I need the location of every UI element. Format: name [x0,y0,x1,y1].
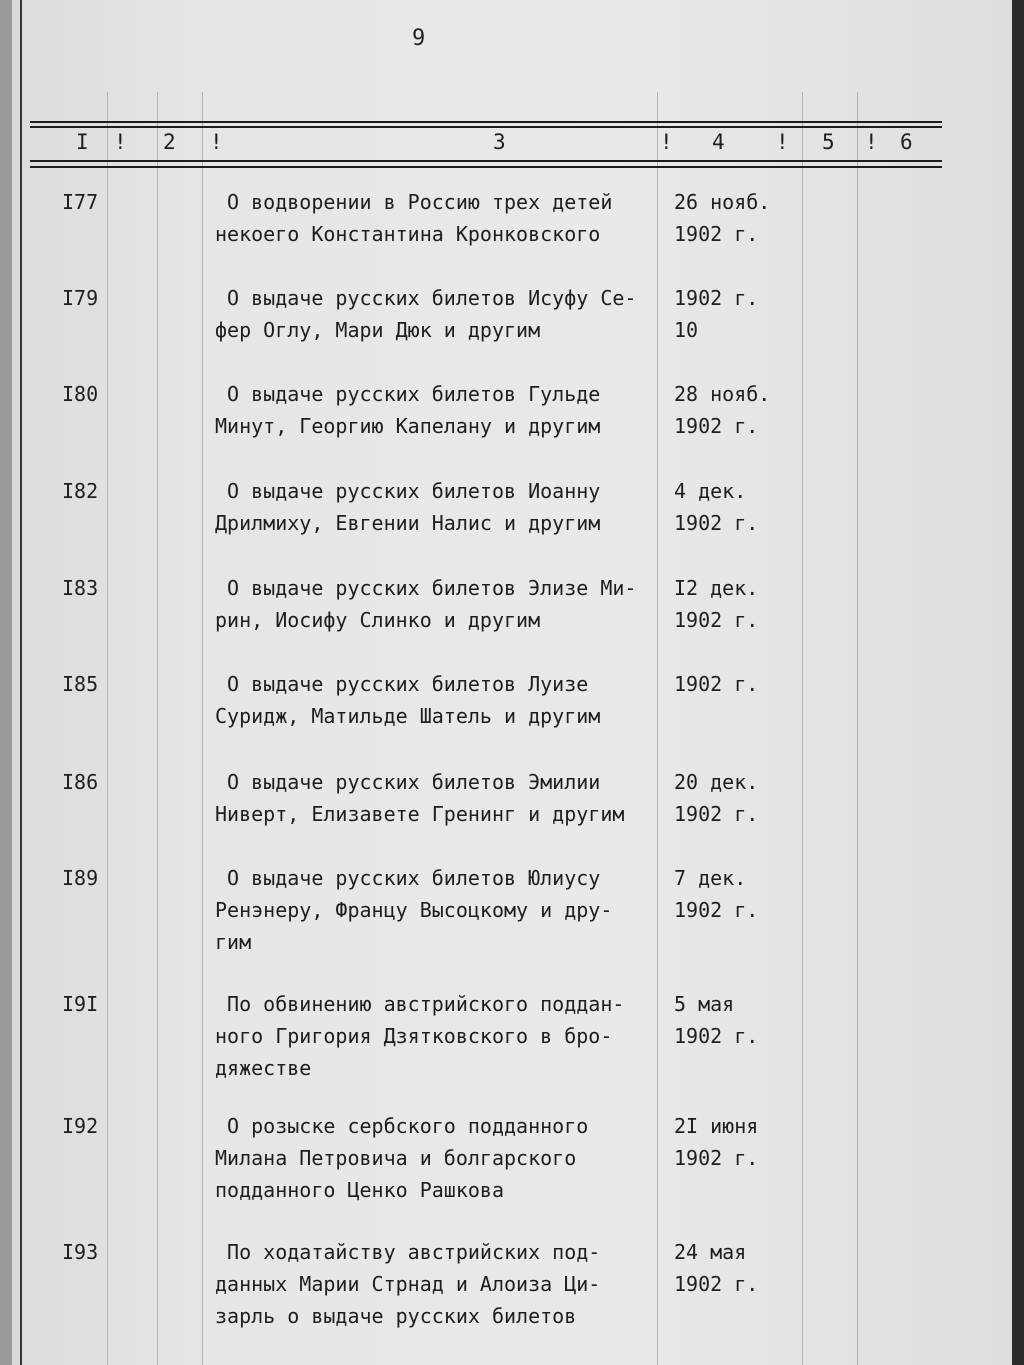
column-divider [157,92,158,1365]
entry-title-line: По обвинению австрийского поддан- [215,992,625,1016]
entry-date [674,988,794,1052]
header-col-6: 6 [900,130,913,154]
entry-date [674,862,794,926]
header-separator: ! [114,130,127,154]
header-separator: ! [660,130,673,154]
entry-number: I83 [62,576,99,600]
entry-number: I93 [62,1240,99,1264]
entry-title [215,766,675,830]
entry-date-line: 28 нояб. [674,382,771,406]
entry-date-line: 5 мая [674,992,735,1016]
entry-title-line: По ходатайству австрийских под- [215,1240,601,1264]
entry-title-line: Суридж, Матильде Шатель и другим [215,704,601,728]
entry-date-line: 1902 г. [674,1272,759,1296]
entry-title [215,378,675,442]
header-col-4: 4 [712,130,725,154]
entry-title-line: Ренэнеру, Францу Высоцкому и дру- [215,898,613,922]
entry-date [674,572,794,636]
entry-date-line: 1902 г. [674,802,759,826]
page-number: 9 [412,26,426,51]
entry-date-line: 1902 г. [674,608,759,632]
column-divider [802,92,803,1365]
entry-date-line: 1902 г. [674,1024,759,1048]
column-divider [202,92,203,1365]
document-page [12,0,1012,1365]
entry-title-line: О выдаче русских билетов Иоанну [215,479,601,503]
header-col-3: 3 [493,130,506,154]
entry-number: I79 [62,286,99,310]
entry-title-line: данных Марии Стрнад и Алоиза Ци- [215,1272,601,1296]
entry-date-line: 26 нояб. [674,190,771,214]
entry-title-line: О выдаче русских билетов Исуфу Се- [215,286,637,310]
header-col-2: 2 [163,130,176,154]
entry-title-line: некоего Константина Кронковского [215,222,601,246]
entry-date [674,1236,794,1300]
entry-title-line: О выдаче русских билетов Гульде [215,382,601,406]
header-separator: ! [776,130,789,154]
entry-number: I89 [62,866,99,890]
entry-date-line: 1902 г. [674,414,759,438]
entry-title-line: ного Григория Дзятковского в бро- [215,1024,613,1048]
entry-number: I77 [62,190,99,214]
header-separator: ! [210,130,223,154]
entry-date [674,1110,794,1174]
entry-title-line: О выдаче русских билетов Элизе Ми- [215,576,637,600]
entry-title-line: подданного Ценко Рашкова [215,1178,504,1202]
header-rule [30,121,942,123]
entry-number: I85 [62,672,99,696]
entry-title [215,1236,675,1332]
entry-title [215,186,675,250]
entry-number: I9I [62,992,99,1016]
entry-date-line: 2I июня [674,1114,759,1138]
entry-date [674,766,794,830]
entry-date [674,475,794,539]
entry-title [215,862,675,958]
entry-title [215,282,675,346]
entry-number: I86 [62,770,99,794]
entry-date [674,378,794,442]
header-col-1: I [76,130,89,154]
entry-date-line: 1902 г. [674,898,759,922]
entry-date-line: 1902 г. [674,1146,759,1170]
entry-title-line: О розыске сербского подданного [215,1114,589,1138]
entry-title [215,988,675,1084]
page-edge [0,0,12,1365]
entry-title-line: зарль о выдаче русских билетов [215,1304,577,1328]
entry-title [215,1110,675,1206]
entry-date-line: 4 дек. [674,479,747,503]
entry-date-line: 24 мая [674,1240,747,1264]
header-separator: ! [865,130,878,154]
entry-title [215,475,675,539]
entry-date-line: I2 дек. [674,576,759,600]
entry-title-line: рин, Иосифу Слинко и другим [215,608,541,632]
entry-title-line: О выдаче русских билетов Эмилии [215,770,601,794]
entry-title-line: фер Оглу, Мари Дюк и другим [215,318,541,342]
entry-number: I80 [62,382,99,406]
entry-title-line: О выдаче русских билетов Юлиусу [215,866,601,890]
entry-title-line: О водворении в Россию трех детей [215,190,613,214]
entry-date-line: 1902 г. [674,286,759,310]
entry-date-line: 1902 г. [674,511,759,535]
column-divider [857,92,858,1365]
entry-date [674,282,794,346]
entry-date-line: 20 дек. [674,770,759,794]
entry-number: I82 [62,479,99,503]
binding-edge [12,0,22,1365]
entry-date-line: 10 [674,318,699,342]
entry-title-line: О выдаче русских билетов Луизе [215,672,589,696]
entry-date-line: 1902 г. [674,672,759,696]
entry-title-line: гим [215,930,252,954]
entry-title-line: Дрилмиху, Евгении Налис и другим [215,511,601,535]
entry-date [674,668,794,700]
entry-number: I92 [62,1114,99,1138]
entry-date-line: 1902 г. [674,222,759,246]
header-col-5: 5 [822,130,835,154]
entry-title-line: дяжестве [215,1056,312,1080]
header-rule [30,166,942,168]
entry-date-line: 7 дек. [674,866,747,890]
entry-title-line: Минут, Георгию Капелану и другим [215,414,601,438]
entry-date [674,186,794,250]
entry-title-line: Милана Петровича и болгарского [215,1146,577,1170]
column-header-row [30,128,942,158]
entry-title [215,668,675,732]
entry-title-line: Ниверт, Елизавете Гренинг и другим [215,802,625,826]
header-rule [30,160,942,162]
entry-title [215,572,675,636]
